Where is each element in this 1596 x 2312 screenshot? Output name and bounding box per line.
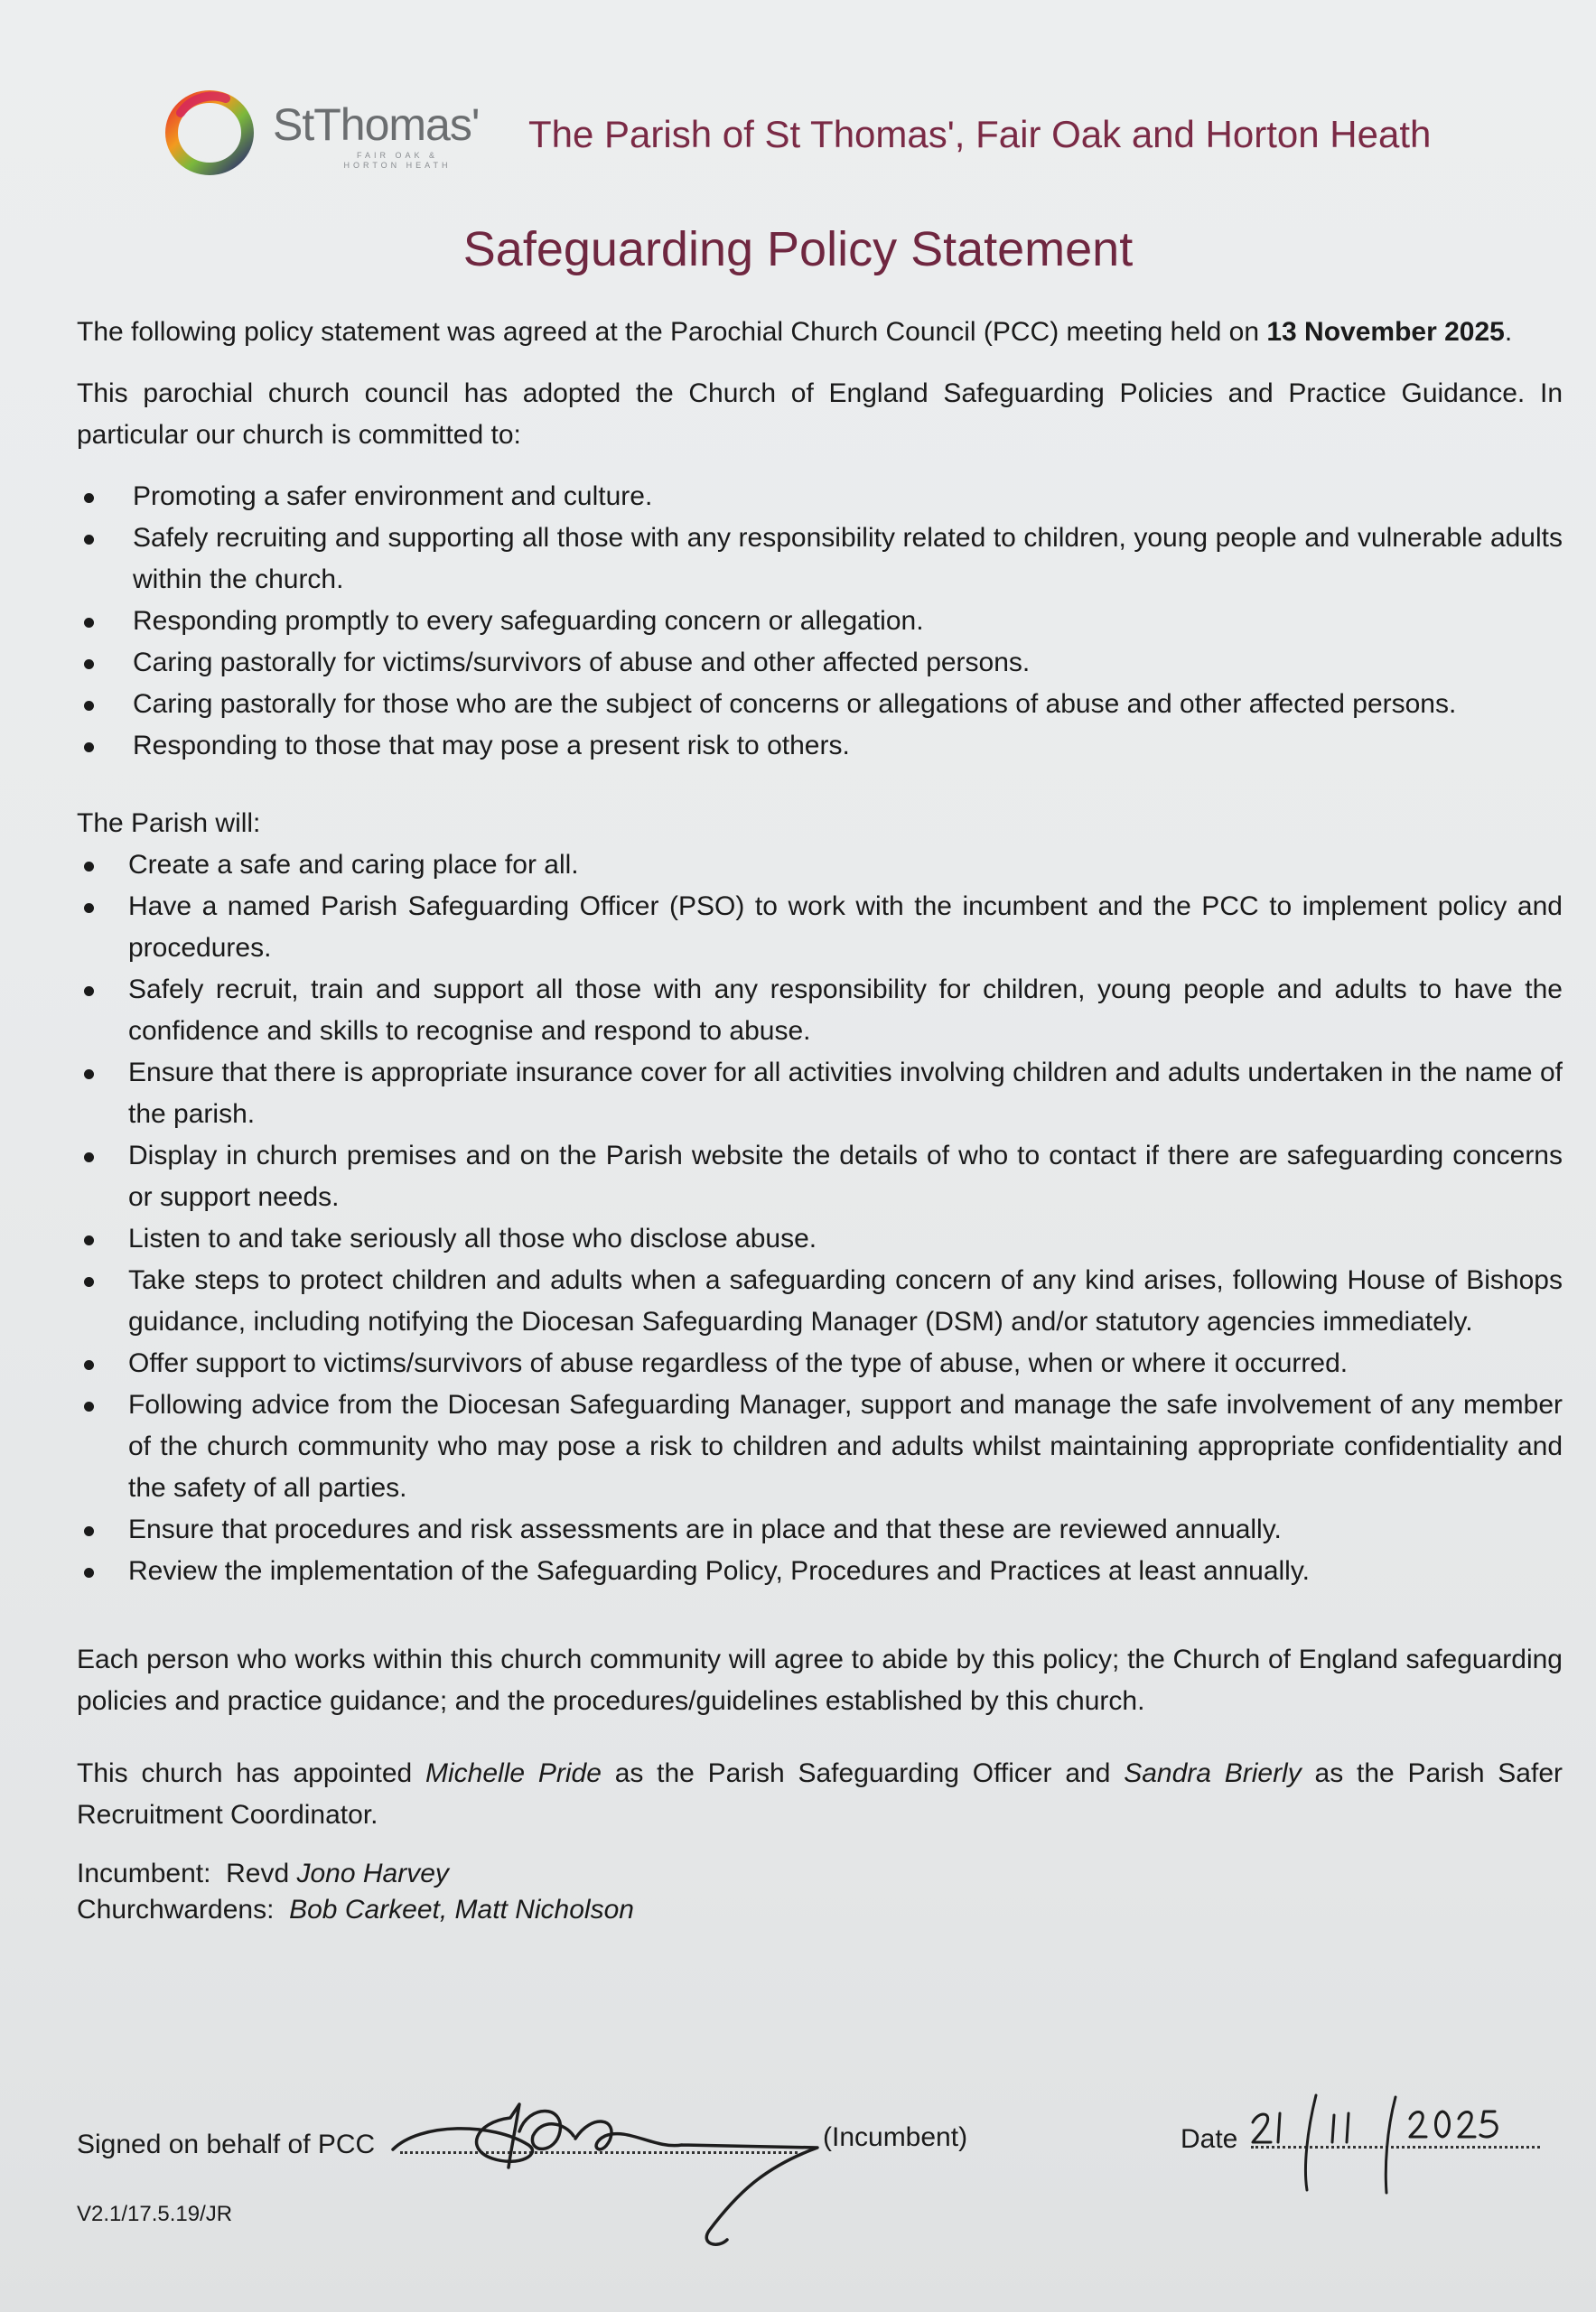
closing-paragraph: Each person who works within this church community will agree to abide by this policy; the Church of England safeguarding policies and practice guidance; and the procedures/guidelines established by this church. xyxy=(77,1645,1563,1716)
commitments-list xyxy=(77,476,1563,767)
list-item: Following advice from the Diocesan Safeguarding Manager, support and manage the safe involvement of any member of the church community who may pose a risk to children and adults whilst maintaining appropriate confidentiality and the safety of all parties. xyxy=(77,1384,1563,1509)
signature-row xyxy=(77,2113,1563,2222)
signed-label: Signed on behalf of PCC xyxy=(77,2130,376,2159)
officers-block xyxy=(77,1856,1563,1928)
letterhead xyxy=(154,86,1508,185)
list-item: Promoting a safer environment and culture. xyxy=(77,476,1563,517)
appointment-paragraph: This church has appointed Michelle Pride as the Parish Safeguarding Officer and Sandra Brierly as the Parish Safer Recruitment Coordinator. xyxy=(77,1758,1563,1830)
incumbent-role-label: (Incumbent) xyxy=(823,2122,968,2152)
version-footer: V2.1/17.5.19/JR xyxy=(77,2202,233,2226)
policy-body xyxy=(77,312,1563,1928)
list-item: Safely recruiting and supporting all those with any responsibility related to children, young people and vulnerable adults within the church. xyxy=(77,517,1563,601)
churchwardens-line: Churchwardens: Bob Carkeet, Matt Nicholson xyxy=(77,1895,634,1925)
incumbent-line: Incumbent: Revd Jono Harvey xyxy=(77,1859,449,1888)
list-item: Responding promptly to every safeguarding concern or allegation. xyxy=(77,601,1563,642)
src-name: Sandra Brierly xyxy=(1124,1758,1302,1788)
handwritten-date xyxy=(1251,2086,1558,2204)
list-item: Ensure that procedures and risk assessments are in place and that these are reviewed annually. xyxy=(77,1509,1563,1551)
logo-subtitle: FAIR OAK & HORTON HEATH xyxy=(343,151,452,170)
list-item: Review the implementation of the Safeguarding Policy, Procedures and Practices at least annually. xyxy=(77,1551,1563,1592)
list-item: Take steps to protect children and adults when a safeguarding concern of any kind arises, following House of Bishops guidance, including notifying the Diocesan Safeguarding Manager (DSM) and/or statutory agencies immediately. xyxy=(77,1260,1563,1343)
list-item: Ensure that there is appropriate insurance cover for all activities involving children and adults undertaken in the name of the parish. xyxy=(77,1052,1563,1135)
logo-wordmark: StThomas' xyxy=(273,99,480,150)
parish-title: The Parish of St Thomas', Fair Oak and Horton Heath xyxy=(528,113,1432,155)
list-item: Display in church premises and on the Parish website the details of who to contact if there are safeguarding concerns or support needs. xyxy=(77,1135,1563,1218)
parish-will-heading: The Parish will: xyxy=(77,808,261,838)
page-title: Safeguarding Policy Statement xyxy=(462,222,1134,276)
list-item: Safely recruit, train and support all those with any responsibility for children, young people and adults to have the confidence and skills to recognise and respond to abuse. xyxy=(77,969,1563,1052)
list-item: Listen to and take seriously all those who disclose abuse. xyxy=(77,1218,1563,1260)
list-item: Have a named Parish Safeguarding Officer (PSO) to work with the incumbent and the PCC to implement policy and procedures. xyxy=(77,886,1563,969)
list-item: Create a safe and caring place for all. xyxy=(77,844,1563,886)
date-label: Date xyxy=(1181,2124,1238,2154)
pso-name: Michelle Pride xyxy=(425,1758,602,1788)
list-item: Caring pastorally for those who are the subject of concerns or allegations of abuse and other affected persons. xyxy=(77,684,1563,725)
adopted-paragraph: This parochial church council has adopted the Church of England Safeguarding Policies and Practice Guidance. In particular our church is committed to: xyxy=(77,378,1563,450)
list-item: Responding to those that may pose a present risk to others. xyxy=(77,725,1563,767)
list-item: Offer support to victims/survivors of abuse regardless of the type of abuse, when or where it occurred. xyxy=(77,1343,1563,1384)
st-thomas-logo-icon xyxy=(163,86,257,180)
parish-will-list xyxy=(77,844,1563,1592)
intro-paragraph: The following policy statement was agreed at the Parochial Church Council (PCC) meeting held on 13 November 2025. xyxy=(77,317,1513,347)
signature-mark-icon xyxy=(384,2068,854,2249)
list-item: Caring pastorally for victims/survivors of abuse and other affected persons. xyxy=(77,642,1563,684)
